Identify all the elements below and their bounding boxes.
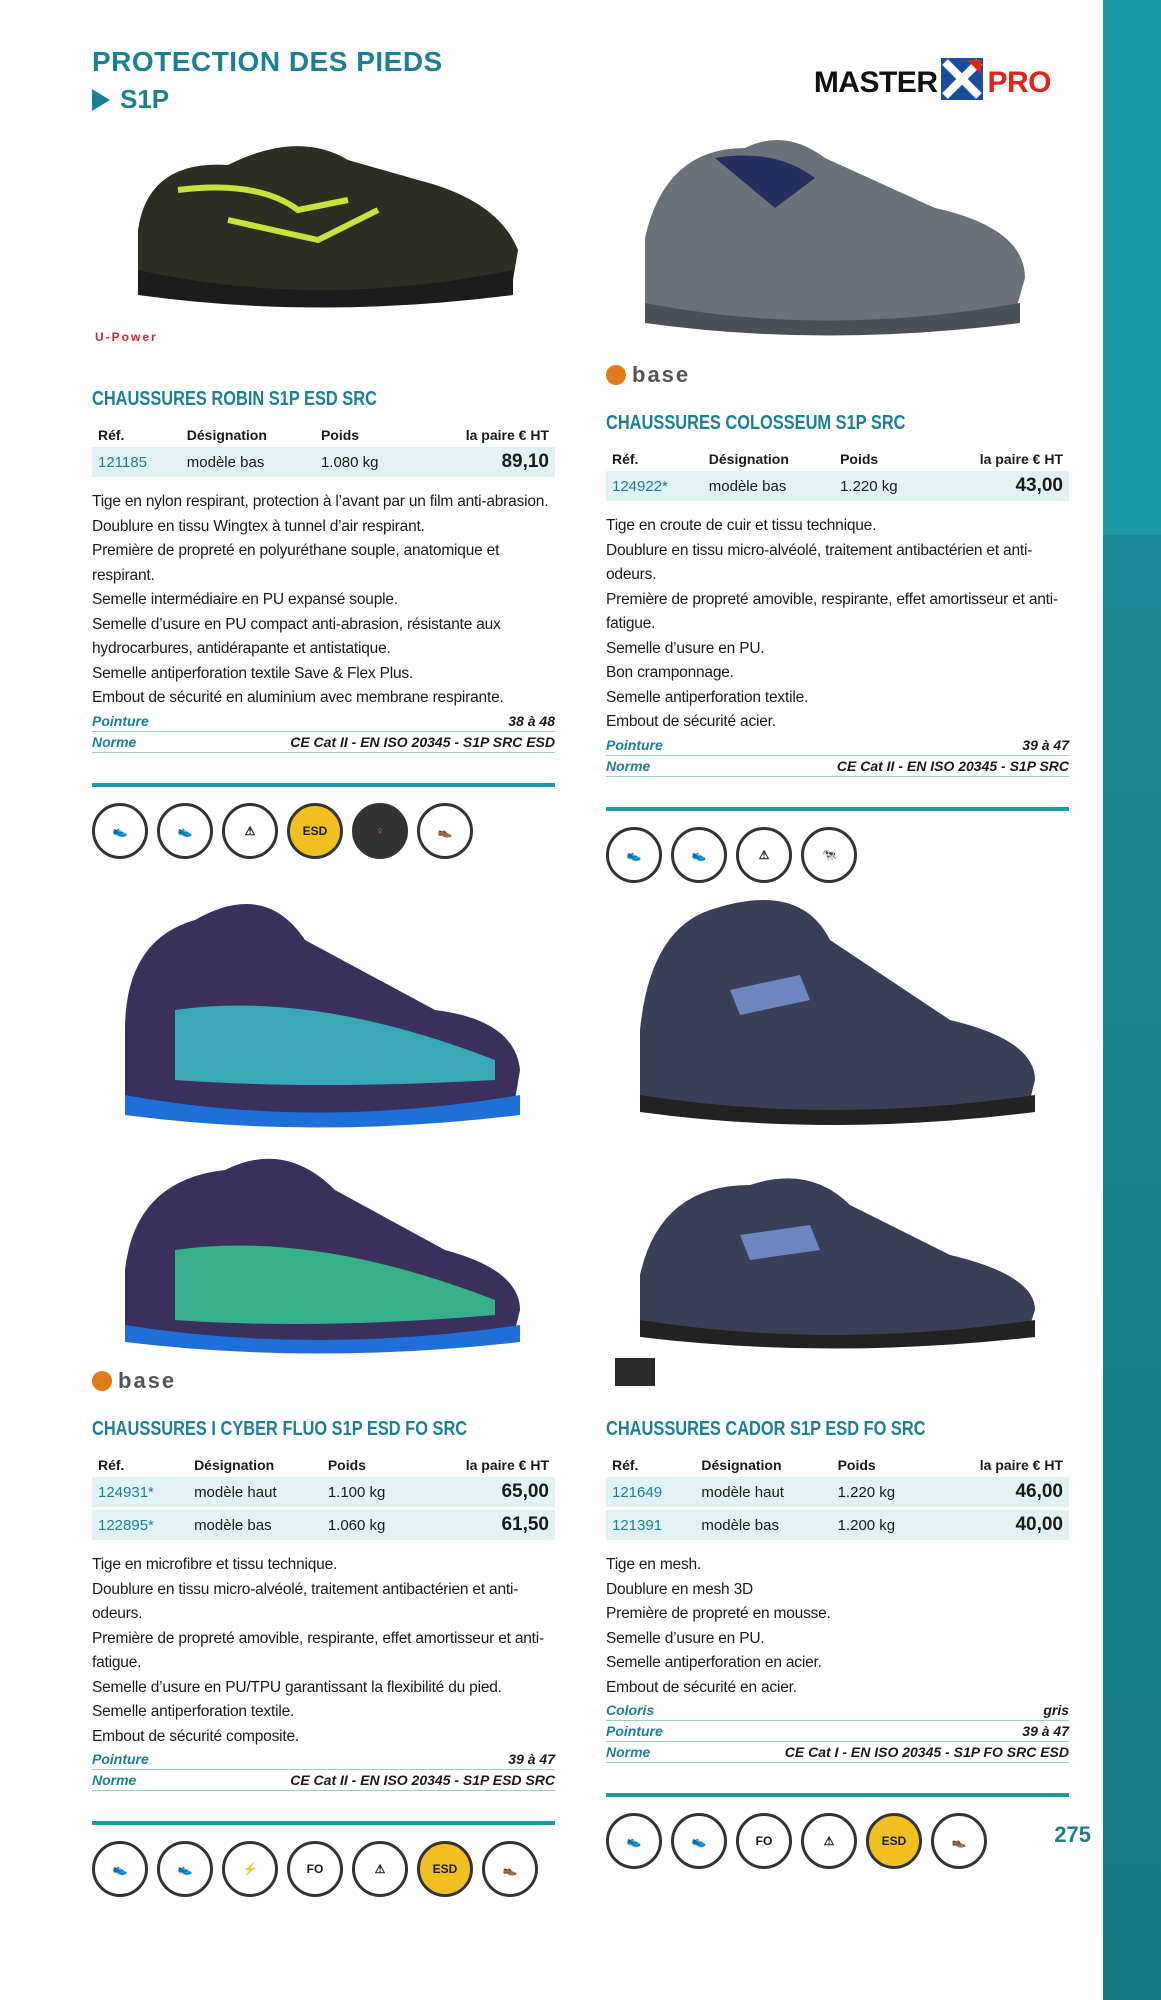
col-designation: Désignation [194,1457,275,1473]
col-weight: Poids [320,427,360,443]
product-robin [92,388,555,859]
description [606,1553,1069,1700]
spec-value: 39 à 47 [1022,736,1069,753]
table-header [92,1453,555,1477]
spec-value: CE Cat II - EN ISO 20345 - S1P ESD SRC [290,1772,555,1788]
spec-label: Norme [606,757,651,774]
brand-name: base [118,1368,177,1393]
sole-icon: 👟 [157,803,213,859]
col-price: la paire € HT [465,427,549,443]
price-cell: 40,00 [932,1509,1069,1542]
esd-icon: ESD [417,1841,473,1897]
brand-logo-safety [615,1358,655,1386]
desc-line: Semelle antiperforation textile. [606,688,809,706]
spec-label: Pointure [92,712,149,729]
spec-value: 39 à 47 [1022,1723,1069,1739]
comfort-icon: 👞 [482,1841,538,1897]
toe-cap-icon: 👟 [92,803,148,859]
brand-logo-base-1 [606,362,690,388]
divider [92,783,555,787]
price-cell: 61,50 [420,1509,555,1542]
page-subtitle [92,84,169,115]
spec-label: Coloris [606,1702,655,1718]
esd-icon: ESD [866,1813,922,1869]
col-price: la paire € HT [465,1457,549,1473]
table-row [606,1509,1069,1542]
desc-line: Première de propreté amovible, respirante, effet amortisseur et anti-fatigue. [606,590,1058,632]
shoe-image-cyber-haut [115,880,525,1130]
col-weight: Poids [840,451,879,467]
feature-icons [606,827,1069,883]
description [92,1553,555,1749]
shoe-image-cador-haut [630,880,1040,1125]
spec-coloris [606,1700,1069,1721]
desc-line: Semelle intermédiaire en PU expansé souple. [92,591,398,608]
comfort-icon: 👞 [417,803,473,859]
product-title: CHAUSSURES I CYBER FLUO S1P ESD FO SRC [92,1418,468,1440]
puncture-icon: ⚠ [222,803,278,859]
toe-cap-icon: 👟 [92,1841,148,1897]
desc-line: Semelle d’usure en PU/TPU garantissant la flexibilité du pied. [92,1678,502,1696]
spec-norme [92,732,555,753]
logo-x-icon [941,58,983,100]
comfort-icon: 👞 [931,1813,987,1869]
spec-label: Norme [92,733,137,750]
brand-name: base [632,362,691,387]
spec-norme [92,1770,555,1791]
side-tab [1103,0,1161,535]
puncture-icon: ⚠ [801,1813,857,1869]
spec-label: Norme [92,1772,137,1788]
ref-cell: 124922* [606,471,703,503]
table-row [606,1477,1069,1509]
spec-value: 39 à 47 [508,1751,555,1767]
desc-line: Semelle d’usure en PU compact anti-abrasion, résistante aux hydrocarbures, antidérapante et antistatique. [92,615,501,657]
sole-icon: 👟 [157,1841,213,1897]
feature-icons [92,803,555,859]
col-ref: Réf. [98,427,125,443]
col-designation: Désignation [186,427,267,443]
col-weight: Poids [327,1457,366,1473]
col-ref: Réf. [98,1457,125,1473]
ref-cell: 121649 [606,1477,695,1509]
designation-cell: modèle haut [695,1477,831,1509]
desc-line: Semelle antiperforation textile Save & Flex Plus. [92,664,414,682]
logo-master: MASTER [813,66,938,99]
designation-cell: modèle bas [181,447,315,479]
col-price: la paire € HT [979,1457,1063,1473]
table-row [92,1509,555,1542]
toe-cap-icon: 👟 [606,1813,662,1869]
spec-pointure [92,1749,555,1770]
desc-line: Tige en mesh. [606,1556,702,1573]
product-cador [606,1418,1069,1869]
desc-line: Doublure en mesh 3D [606,1580,753,1598]
spec-pointure [606,1721,1069,1742]
desc-line: Doublure en tissu micro-alvéolé, traitement antibactérien et anti-odeurs. [92,1580,519,1622]
price-table [92,423,555,480]
page-number: 275 [1054,1822,1091,1847]
table-row [606,471,1069,503]
ref-cell: 121391 [606,1509,695,1542]
sole-icon: 👟 [671,1813,727,1869]
spec-value: CE Cat I - EN ISO 20345 - S1P FO SRC ESD [784,1744,1069,1760]
description [606,514,1069,735]
desc-line: Tige en nylon respirant, protection à l’avant par un film anti-abrasion. [92,493,549,510]
spec-pointure [92,711,555,732]
leather-icon: 🐄 [801,827,857,883]
weight-cell: 1.220 kg [834,471,933,503]
col-ref: Réf. [612,451,639,467]
spec-value: 38 à 48 [508,712,555,729]
logo-pro: PRO [987,66,1051,99]
col-ref: Réf. [612,1457,639,1473]
fo-icon: FO [736,1813,792,1869]
ref-cell: 124931* [92,1477,188,1509]
desc-line: Tige en croute de cuir et tissu technique. [606,517,877,534]
table-header [606,447,1069,471]
desc-line: Doublure en tissu micro-alvéolé, traitement antibactérien et anti-odeurs. [606,541,1033,583]
toe-cap-icon: 👟 [606,827,662,883]
weight-cell: 1.080 kg [315,447,416,479]
ref-cell: 121185 [92,447,181,479]
table-row [92,1477,555,1509]
price-cell: 89,10 [416,447,555,479]
table-row [92,447,555,479]
weight-cell: 1.100 kg [322,1477,420,1509]
spec-value: CE Cat II - EN ISO 20345 - S1P SRC [836,757,1069,774]
spec-label: Pointure [606,736,663,753]
antistatic-icon: ⚡ [222,1841,278,1897]
spec-value: gris [1043,1702,1069,1718]
spec-norme [606,1742,1069,1763]
desc-line: Embout de sécurité en aluminium avec membrane respirante. [92,689,504,706]
price-table [92,1453,555,1543]
spec-pointure [606,735,1069,756]
table-header [92,423,555,447]
esd-icon: ESD [287,803,343,859]
product-colosseum [606,412,1069,883]
desc-line: Première de propreté en polyuréthane souple, anatomique et respirant. [92,542,500,584]
spec-label: Pointure [606,1723,663,1739]
arrow-icon [92,89,110,111]
person-icon: ♀ [352,803,408,859]
spec-label: Pointure [92,1751,149,1767]
price-cell: 43,00 [933,471,1069,503]
base-logo-icon [606,365,626,385]
weight-cell: 1.200 kg [832,1509,932,1542]
desc-line: Embout de sécurité acier. [606,713,776,730]
desc-line: Semelle antiperforation textile. [92,1703,295,1720]
designation-cell: modèle bas [188,1509,322,1542]
page-title: PROTECTION DES PIEDS [92,46,443,77]
desc-line: Bon cramponnage. [606,664,734,681]
divider [606,807,1069,811]
designation-cell: modèle bas [695,1509,831,1542]
designation-cell: modèle bas [703,471,834,503]
designation-cell: modèle haut [188,1477,322,1509]
col-designation: Désignation [701,1457,782,1473]
product-title: CHAUSSURES CADOR S1P ESD FO SRC [606,1418,926,1440]
brand-logo-base-2 [92,1368,176,1394]
col-price: la paire € HT [979,451,1063,467]
spec-label: Norme [606,1744,651,1760]
desc-line: Semelle d’usure en PU. [606,1629,765,1647]
price-cell: 65,00 [420,1477,555,1509]
product-title: CHAUSSURES ROBIN S1P ESD SRC [92,388,377,410]
brand-logo-upower: U-Power [95,330,158,344]
fo-icon: FO [287,1841,343,1897]
feature-icons [92,1841,555,1897]
spec-value: CE Cat II - EN ISO 20345 - S1P SRC ESD [290,733,555,750]
desc-line: Embout de sécurité en acier. [606,1678,797,1696]
price-cell: 46,00 [932,1477,1069,1509]
desc-line: Doublure en tissu Wingtex à tunnel d’air respirant. [92,517,425,535]
price-table [606,1453,1069,1543]
divider [92,1821,555,1825]
sole-icon: 👟 [671,827,727,883]
puncture-icon: ⚠ [352,1841,408,1897]
desc-line: Tige en microfibre et tissu technique. [92,1556,338,1573]
table-header [606,1453,1069,1477]
masterpro-logo [814,58,1051,100]
spec-norme [606,756,1069,777]
base-logo-icon [92,1371,112,1391]
feature-icons [606,1813,1069,1869]
shoe-image-cyber-bas [115,1140,525,1355]
desc-line: Semelle d’usure en PU. [606,639,765,657]
weight-cell: 1.060 kg [322,1509,420,1542]
description [92,490,555,711]
divider [606,1793,1069,1797]
shoe-image-robin [118,120,528,320]
col-designation: Désignation [708,451,789,467]
desc-line: Semelle antiperforation en acier. [606,1654,822,1671]
desc-line: Première de propreté amovible, respirante, effet amortisseur et anti-fatigue. [92,1629,544,1671]
product-cyber-fluo [92,1418,555,1897]
product-title: CHAUSSURES COLOSSEUM S1P SRC [606,412,906,434]
shoe-image-cador-bas [630,1165,1040,1350]
col-weight: Poids [837,1457,876,1473]
desc-line: Première de propreté en mousse. [606,1605,831,1622]
desc-line: Embout de sécurité composite. [92,1727,299,1745]
ref-cell: 122895* [92,1509,188,1542]
weight-cell: 1.220 kg [832,1477,932,1509]
subtitle-text: S1P [120,84,170,114]
shoe-image-colosseum [625,118,1035,343]
puncture-icon: ⚠ [736,827,792,883]
price-table [606,447,1069,504]
